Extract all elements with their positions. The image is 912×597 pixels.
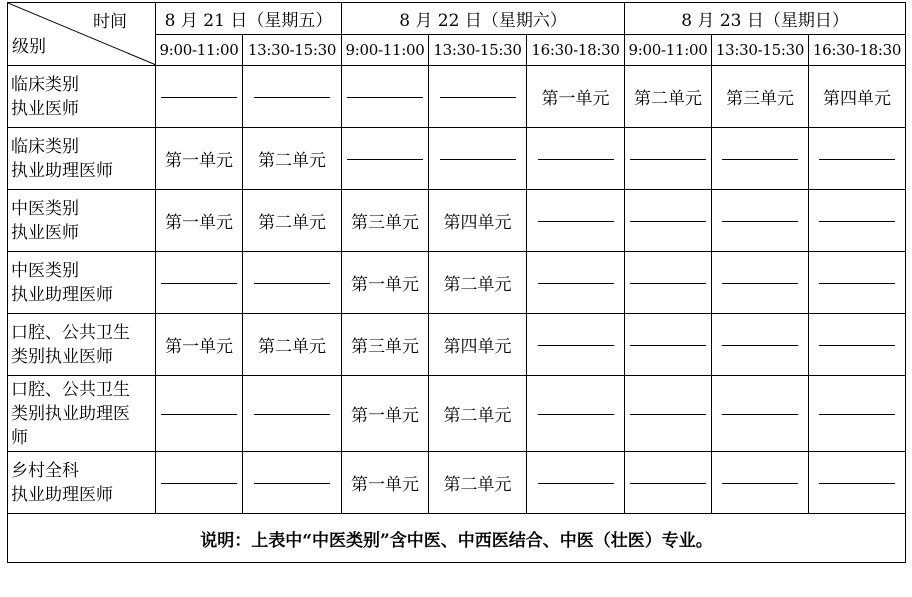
empty-slot-cell	[243, 376, 342, 452]
dash-line	[161, 97, 237, 98]
dash-line	[161, 283, 237, 284]
schedule-row	[8, 252, 906, 314]
empty-slot-cell	[625, 376, 712, 452]
exam-unit-cell: 第一单元	[156, 190, 243, 252]
category-line: 临床类别	[11, 74, 79, 95]
empty-slot-cell	[429, 128, 527, 190]
dash-line	[630, 221, 706, 222]
empty-slot-cell	[712, 190, 809, 252]
empty-slot-cell	[712, 376, 809, 452]
schedule-row	[8, 452, 906, 514]
empty-slot-cell	[243, 452, 342, 514]
exam-unit-cell: 第一单元	[342, 376, 429, 452]
exam-unit-cell: 第一单元	[342, 252, 429, 314]
exam-unit-cell: 第二单元	[243, 128, 342, 190]
time-slot-header: 9:00-11:00	[625, 34, 712, 66]
date-header: 8 月 23 日（星期日）	[625, 3, 906, 35]
empty-slot-cell	[809, 190, 906, 252]
dash-line	[722, 283, 798, 284]
dash-line	[538, 283, 614, 284]
exam-unit-cell: 第四单元	[429, 190, 527, 252]
dash-line	[440, 97, 516, 98]
dash-line	[538, 159, 614, 160]
category-line: 执业医师	[11, 222, 79, 243]
dash-line	[161, 483, 237, 484]
time-slot-header: 13:30-15:30	[712, 34, 809, 66]
empty-slot-cell	[625, 252, 712, 314]
exam-unit-cell: 第二单元	[429, 376, 527, 452]
exam-unit-cell: 第四单元	[429, 314, 527, 376]
category-cell	[8, 314, 156, 376]
dash-line	[440, 159, 516, 160]
empty-slot-cell	[625, 128, 712, 190]
corner-time-label: 时间	[93, 12, 127, 32]
note-row	[8, 514, 906, 563]
exam-unit-cell: 第二单元	[429, 252, 527, 314]
category-line: 执业助理医师	[11, 484, 113, 505]
header-date-row	[8, 3, 906, 35]
dash-line	[630, 283, 706, 284]
exam-unit-cell: 第一单元	[527, 66, 625, 128]
category-line: 口腔、公共卫生	[11, 379, 130, 400]
dash-line	[538, 221, 614, 222]
dash-line	[722, 345, 798, 346]
empty-slot-cell	[527, 314, 625, 376]
dash-line	[630, 345, 706, 346]
category-line: 执业医师	[11, 98, 79, 119]
exam-schedule-table	[7, 2, 906, 563]
category-line: 中医类别	[11, 260, 79, 281]
dash-line	[819, 345, 895, 346]
dash-line	[819, 221, 895, 222]
time-slot-header: 16:30-18:30	[809, 34, 906, 66]
dash-line	[819, 483, 895, 484]
category-line: 师	[11, 427, 28, 448]
empty-slot-cell	[625, 452, 712, 514]
exam-unit-cell: 第三单元	[712, 66, 809, 128]
note-text: 说明：上表中“中医类别”含中医、中西医结合、中医（壮医）专业。	[8, 514, 906, 563]
category-line: 类别执业助理医	[11, 403, 130, 424]
time-slot-header: 16:30-18:30	[527, 34, 625, 66]
empty-slot-cell	[527, 252, 625, 314]
time-slot-header: 13:30-15:30	[243, 34, 342, 66]
category-cell	[8, 190, 156, 252]
category-cell	[8, 376, 156, 452]
empty-slot-cell	[809, 252, 906, 314]
header-corner-cell	[8, 3, 156, 66]
category-line: 类别执业医师	[11, 346, 113, 367]
category-line: 口腔、公共卫生	[11, 322, 130, 343]
exam-unit-cell: 第四单元	[809, 66, 906, 128]
empty-slot-cell	[712, 128, 809, 190]
empty-slot-cell	[156, 252, 243, 314]
dash-line	[630, 483, 706, 484]
category-line: 中医类别	[11, 198, 79, 219]
empty-slot-cell	[156, 376, 243, 452]
schedule-row	[8, 66, 906, 128]
corner-level-label: 级别	[12, 37, 46, 57]
exam-unit-cell: 第三单元	[342, 190, 429, 252]
schedule-row	[8, 376, 906, 452]
dash-line	[538, 414, 614, 415]
schedule-row	[8, 128, 906, 190]
schedule-row	[8, 190, 906, 252]
empty-slot-cell	[625, 190, 712, 252]
empty-slot-cell	[243, 66, 342, 128]
dash-line	[630, 159, 706, 160]
time-slot-header: 9:00-11:00	[156, 34, 243, 66]
dash-line	[819, 283, 895, 284]
dash-line	[819, 414, 895, 415]
empty-slot-cell	[429, 66, 527, 128]
empty-slot-cell	[527, 128, 625, 190]
dash-line	[347, 97, 423, 98]
empty-slot-cell	[342, 128, 429, 190]
dash-line	[722, 159, 798, 160]
category-cell	[8, 128, 156, 190]
dash-line	[538, 345, 614, 346]
empty-slot-cell	[809, 376, 906, 452]
exam-unit-cell: 第二单元	[625, 66, 712, 128]
dash-line	[254, 283, 330, 284]
exam-unit-cell: 第三单元	[342, 314, 429, 376]
exam-unit-cell: 第二单元	[429, 452, 527, 514]
dash-line	[161, 414, 237, 415]
date-header: 8 月 22 日（星期六）	[342, 3, 625, 35]
dash-line	[819, 159, 895, 160]
exam-unit-cell: 第二单元	[243, 314, 342, 376]
dash-line	[630, 414, 706, 415]
exam-unit-cell: 第二单元	[243, 190, 342, 252]
time-slot-header: 13:30-15:30	[429, 34, 527, 66]
empty-slot-cell	[712, 314, 809, 376]
empty-slot-cell	[342, 66, 429, 128]
category-cell	[8, 66, 156, 128]
empty-slot-cell	[243, 252, 342, 314]
empty-slot-cell	[156, 452, 243, 514]
empty-slot-cell	[809, 128, 906, 190]
category-line: 执业助理医师	[11, 284, 113, 305]
dash-line	[722, 221, 798, 222]
category-line: 执业助理医师	[11, 160, 113, 181]
schedule-row	[8, 314, 906, 376]
dash-line	[254, 414, 330, 415]
dash-line	[722, 414, 798, 415]
empty-slot-cell	[809, 452, 906, 514]
category-cell	[8, 252, 156, 314]
date-header: 8 月 21 日（星期五）	[156, 3, 342, 35]
time-slot-header: 9:00-11:00	[342, 34, 429, 66]
empty-slot-cell	[527, 376, 625, 452]
empty-slot-cell	[527, 190, 625, 252]
dash-line	[722, 483, 798, 484]
dash-line	[538, 483, 614, 484]
exam-unit-cell: 第一单元	[156, 128, 243, 190]
exam-unit-cell: 第一单元	[156, 314, 243, 376]
category-line: 乡村全科	[11, 460, 79, 481]
empty-slot-cell	[712, 252, 809, 314]
dash-line	[347, 159, 423, 160]
empty-slot-cell	[712, 452, 809, 514]
dash-line	[254, 483, 330, 484]
dash-line	[254, 97, 330, 98]
category-cell	[8, 452, 156, 514]
empty-slot-cell	[625, 314, 712, 376]
exam-unit-cell: 第一单元	[342, 452, 429, 514]
category-line: 临床类别	[11, 136, 79, 157]
empty-slot-cell	[527, 452, 625, 514]
empty-slot-cell	[809, 314, 906, 376]
empty-slot-cell	[156, 66, 243, 128]
